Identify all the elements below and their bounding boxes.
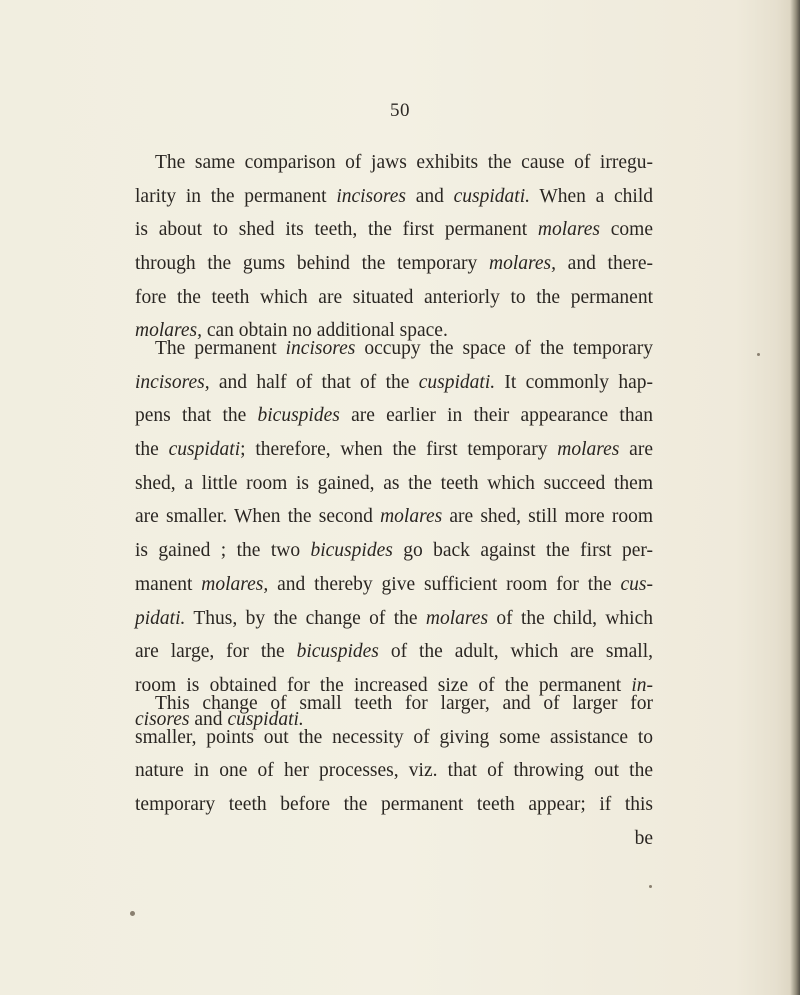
italic-term: pidati. (135, 607, 186, 629)
italic-term: cuspidati. (418, 371, 496, 393)
italic-term: molares, (488, 253, 556, 275)
text-line: molares, can obtain no additional space. (135, 320, 448, 342)
italic-term: incisores (285, 338, 356, 359)
text-line: manent molares, and thereby give sufficient room for the cus- (135, 573, 653, 595)
text-line: cisores and cuspidati. (135, 708, 304, 730)
italic-term: bicuspides (257, 405, 340, 427)
italic-term: cuspidati. (227, 708, 304, 730)
page-edge-shadow (790, 0, 800, 995)
page-number: 50 (390, 100, 410, 121)
paragraph-1 (135, 146, 653, 348)
italic-term: cisores (135, 708, 190, 730)
italic-term: cuspidati. (453, 185, 530, 207)
paper-speck (649, 885, 652, 888)
italic-term: cus- (620, 573, 653, 595)
text-line: through the gums behind the temporary molares, and there- (135, 253, 653, 275)
paper-speck (130, 911, 135, 916)
italic-term: molares, (135, 320, 202, 342)
italic-term: molares (537, 219, 600, 241)
text-line: is about to shed its teeth, the first permanent molares come (135, 219, 653, 241)
italic-term: bicuspides (310, 540, 393, 562)
text-line: The permanent incisores occupy the space of the temporary (155, 338, 653, 359)
text-line: smaller, points out the necessity of giving some assistance to (135, 726, 653, 748)
italic-term: cuspidati (168, 439, 241, 461)
text-line: are smaller. When the second molares are shed, still more room (135, 506, 653, 528)
text-line: larity in the permanent incisores and cuspidati. When a child (135, 185, 653, 207)
text-line: incisores, and half of that of the cuspidati. It commonly hap- (135, 371, 653, 393)
text-line: temporary teeth before the permanent teeth appear; if this (135, 794, 653, 816)
text-line: This change of small teeth for larger, and of larger for (155, 693, 653, 714)
italic-term: molares (380, 506, 443, 528)
italic-term: molares, (201, 573, 269, 595)
text-line: nature in one of her processes, viz. that of throwing out the (135, 760, 653, 782)
italic-term: bicuspides (296, 641, 379, 663)
paper-speck (757, 353, 760, 356)
italic-term: molares (425, 607, 489, 629)
italic-term: in- (631, 674, 653, 696)
italic-term: incisores, (135, 371, 210, 393)
paragraph-3 (135, 687, 653, 855)
italic-term: molares (557, 439, 620, 461)
text-line: be (634, 827, 653, 849)
text-line: room is obtained for the increased size of the permanent in- (135, 674, 653, 696)
text-line: fore the teeth which are situated anteriorly to the permanent (135, 286, 653, 308)
text-line: pens that the bicuspides are earlier in their appearance than (135, 405, 653, 427)
paragraph-2 (135, 332, 653, 736)
text-line: The same comparison of jaws exhibits the cause of irregu- (155, 152, 653, 173)
text-line: shed, a little room is gained, as the teeth which succeed them (135, 472, 653, 494)
text-line: is gained ; the two bicuspides go back against the first per- (135, 540, 653, 562)
text-line: pidati. Thus, by the change of the molares of the child, which (135, 607, 653, 629)
italic-term: incisores (336, 185, 407, 207)
text-line: the cuspidati; therefore, when the first temporary molares are (135, 439, 653, 461)
text-line: are large, for the bicuspides of the adult, which are small, (135, 641, 653, 663)
